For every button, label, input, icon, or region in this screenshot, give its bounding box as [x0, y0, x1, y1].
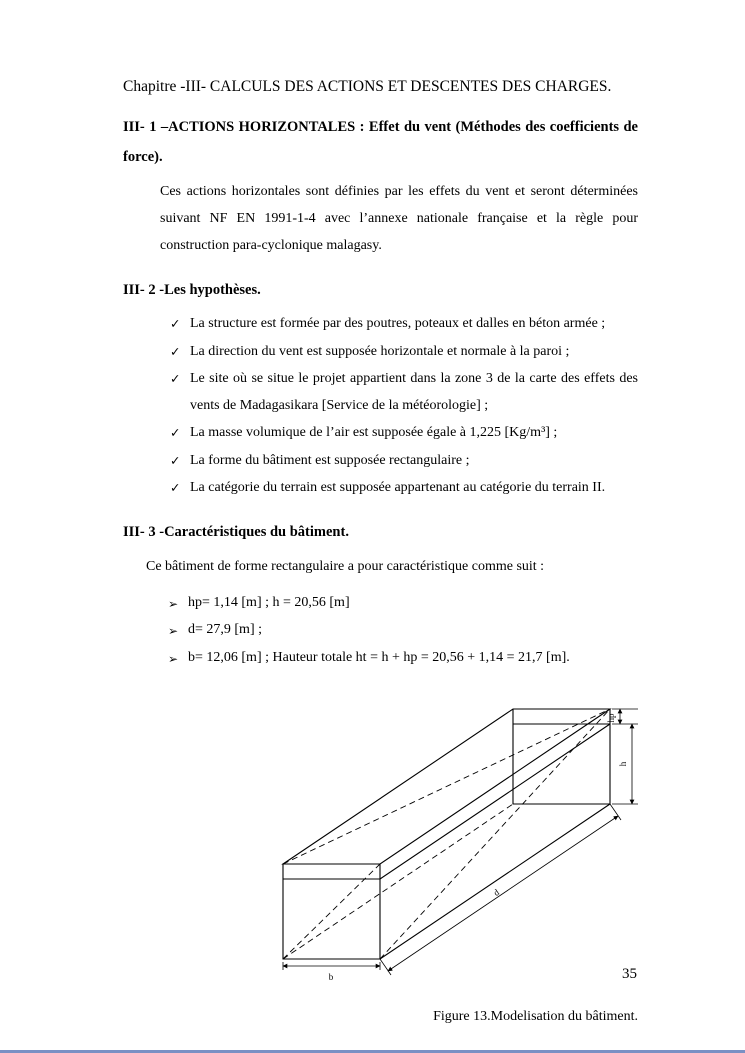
hypotheses-list [123, 311, 638, 502]
arrow-bullet-icon: ➢ [168, 624, 179, 638]
dimension-label-d: d [491, 887, 501, 898]
dimension-labels [329, 713, 628, 982]
list-item [170, 475, 638, 502]
list-item-text: Le site où se situe le projet appartient dans la zone 3 de la carte des effets des vents de Madagasikara [Service de la météorologie] ; [190, 371, 638, 413]
dimension-label-h: h [618, 761, 628, 767]
figure-caption: Figure 13.Modelisation du bâtiment. [433, 1009, 638, 1024]
list-item-text: La direction du vent est supposée horizontale et normale à la paroi ; [190, 343, 570, 359]
section1-heading: III- 1 –ACTIONS HORIZONTALES : Effet du vent (Méthodes des coefficients de force). [123, 119, 638, 165]
list-item [170, 311, 638, 338]
section3-heading: III- 3 -Caractéristiques du bâtiment. [123, 523, 349, 540]
check-icon: ✓ [170, 480, 181, 495]
section1-paragraph: Ces actions horizontales sont définies par les effets du vent et seront déterminées suivant NF EN 1991-1-4 avec l’annexe nationale française et la règle pour construction para-cyclonique malagasy. [160, 184, 638, 253]
list-item-text: La structure est formée par des poutres, poteaux et dalles en béton armée ; [190, 316, 606, 331]
list-item [170, 448, 638, 475]
arrow-bullet-icon: ➢ [168, 651, 179, 666]
check-icon: ✓ [170, 316, 181, 331]
section2-heading: III- 2 -Les hypothèses. [123, 282, 261, 298]
list-item-text: La forme du bâtiment est supposée rectangulaire ; [190, 452, 470, 468]
section3-intro: Ce bâtiment de forme rectangulaire a pour caractéristique comme suit : [146, 558, 545, 574]
check-icon: ✓ [170, 343, 181, 359]
list-item-text: hp= 1,14 [m] ; h = 20,56 [m] [188, 594, 350, 610]
check-icon: ✓ [170, 425, 181, 440]
figure-building-model [123, 695, 638, 995]
dimension-label-b: b [328, 972, 334, 982]
list-item [168, 617, 638, 644]
list-item [170, 366, 638, 419]
building-model-figure [270, 697, 650, 992]
list-item [168, 590, 638, 617]
dimension-label-hp: hp [606, 713, 616, 723]
building-wireframe [283, 709, 610, 959]
list-item-text: d= 27,9 [m] ; [188, 622, 262, 637]
check-icon: ✓ [170, 371, 181, 386]
check-icon: ✓ [170, 452, 181, 468]
characteristics-list [123, 590, 638, 672]
list-item-text: b= 12,06 [m] ; Hauteur totale ht = h + hp = 20,56 + 1,14 = 21,7 [m]. [188, 649, 570, 665]
page-content [123, 78, 638, 1025]
list-item [170, 339, 638, 366]
list-item-text: La masse volumique de l’air est supposée égale à 1,225 [Kg/m³] ; [190, 425, 558, 440]
page-number: 35 [622, 966, 637, 982]
list-item [170, 420, 638, 447]
arrow-bullet-icon: ➢ [168, 596, 179, 611]
dimension-annotations [283, 709, 638, 975]
chapter-title: Chapitre -III- CALCULS DES ACTIONS ET DESCENTES DES CHARGES. [123, 78, 612, 95]
list-item [168, 645, 638, 672]
list-item-text: La catégorie du terrain est supposée appartenant au catégorie du terrain II. [190, 480, 606, 495]
